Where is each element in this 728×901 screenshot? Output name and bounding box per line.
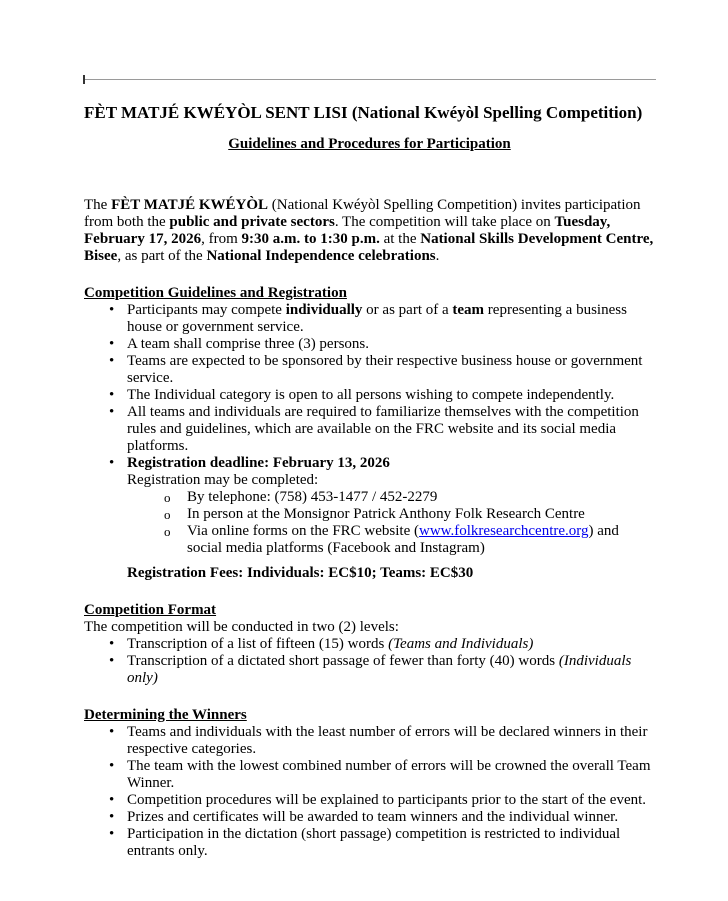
- text-segment: ) and social media platforms (Facebook and Instagram): [187, 523, 619, 556]
- text-segment: The team with the lowest combined number of errors will be crowned the overall Team Winner.: [127, 758, 651, 791]
- text-segment: . The competition will take place on: [334, 214, 555, 230]
- section-heading: Determining the Winners: [84, 707, 247, 723]
- bullet-item: [84, 758, 655, 792]
- text-segment: Transcription of a dictated short passage of fewer than forty (40) words: [127, 653, 559, 669]
- text-segment: individually: [285, 302, 363, 318]
- text-segment: Teams are expected to be sponsored by their respective business house or government service.: [127, 353, 643, 386]
- intro-paragraph: [84, 197, 655, 265]
- bullet-list: [84, 636, 655, 687]
- section: [84, 285, 655, 582]
- text-segment: public and private sectors: [169, 214, 335, 230]
- text-segment: A team shall comprise three (3) persons.: [127, 336, 370, 352]
- text-segment: (Teams and Individuals): [388, 636, 534, 652]
- text-segment: All teams and individuals are required to familiarize themselves with the competition rules and guidelines, which are available on the FRC website and its social media platforms.: [127, 404, 639, 454]
- bullet-item: [84, 792, 655, 809]
- registration-fees-line: [127, 565, 655, 582]
- bullet-item: [84, 809, 655, 826]
- text-segment: Participation in the dictation (short passage) competition is restricted to individual entrants only.: [127, 826, 621, 859]
- text-segment: (Individuals only): [127, 653, 632, 686]
- bullet-text: [127, 653, 655, 687]
- bullet-text: [127, 636, 655, 653]
- bullet-item: [84, 724, 655, 758]
- text-segment: Registration Fees: Individuals: EC$10; Teams: EC$30: [127, 565, 474, 581]
- text-segment: Teams and individuals with the least number of errors will be declared winners in their respective categories.: [127, 724, 648, 757]
- bullet-text: [127, 724, 655, 758]
- section-lead: The competition will be conducted in two (2) levels:: [84, 619, 399, 635]
- document-content: [84, 0, 655, 860]
- text-segment: National Independence celebrations: [206, 248, 436, 264]
- sub-bullet-item: [84, 506, 655, 523]
- text-segment: , as part of the: [117, 248, 207, 264]
- text-segment: (National Kwéyòl Spelling Competition) invites participation from both the: [84, 197, 641, 230]
- bullet-text: [127, 826, 655, 860]
- bullet-text: [127, 353, 655, 387]
- bullet-list: [84, 302, 655, 557]
- text-segment: .: [435, 248, 440, 264]
- bullet-text: [127, 792, 655, 809]
- text-segment: Transcription of a list of fifteen (15) words: [127, 636, 389, 652]
- frc-website-link[interactable]: www.folkresearchcentre.org: [419, 523, 589, 539]
- sub-bullet-list: [84, 489, 655, 557]
- sub-bullet-item: [84, 523, 655, 557]
- text-segment: Participants may compete: [127, 302, 286, 318]
- text-segment: By telephone: (758) 453-1477 / 452-2279: [187, 489, 438, 505]
- document-subtitle: Guidelines and Procedures for Participation: [228, 136, 511, 152]
- bullet-text: [127, 387, 655, 404]
- bullet-text: [127, 302, 655, 336]
- text-segment: The: [84, 197, 112, 213]
- bullet-list: [84, 724, 655, 860]
- bullet-item: [84, 404, 655, 455]
- text-segment: at the: [379, 231, 421, 247]
- text-segment: or as part of a: [362, 302, 453, 318]
- sub-bullet-item: [84, 489, 655, 506]
- bullet-item: [84, 826, 655, 860]
- bullet-item: [84, 387, 655, 404]
- text-segment: FÈT MATJÉ KWÉYÒL: [111, 197, 269, 213]
- section: [84, 707, 655, 860]
- bullet-item: [84, 302, 655, 336]
- section-heading: Competition Format: [84, 602, 217, 618]
- text-segment: The Individual category is open to all persons wishing to compete independently.: [127, 387, 615, 403]
- text-segment: , from: [201, 231, 242, 247]
- text-segment: Tuesday, February 17, 2026: [84, 214, 611, 247]
- section-heading: Competition Guidelines and Registration: [84, 285, 347, 301]
- bullet-item: [84, 455, 655, 557]
- bullet-text: [127, 404, 655, 455]
- bullet-text: [127, 455, 655, 472]
- bullet-item: [84, 653, 655, 687]
- text-segment: National Skills Development Centre, Bisee: [84, 231, 654, 264]
- text-segment: 9:30 a.m. to 1:30 p.m.: [241, 231, 380, 247]
- section: [84, 602, 655, 687]
- text-segment: representing a business house or government service.: [127, 302, 627, 335]
- text-segment: Via online forms on the FRC website (: [187, 523, 419, 539]
- text-segment: Prizes and certificates will be awarded to team winners and the individual winner.: [127, 809, 619, 825]
- bullet-item: [84, 336, 655, 353]
- text-segment: Registration deadline: February 13, 2026: [127, 455, 390, 471]
- bullet-item: [84, 353, 655, 387]
- text-segment: Competition procedures will be explained to participants prior to the start of the event.: [127, 792, 647, 808]
- bullet-subline: [127, 472, 655, 489]
- text-segment: Registration may be completed:: [127, 472, 319, 488]
- bullet-text: [127, 336, 655, 353]
- document-title: FÈT MATJÉ KWÉYÒL SENT LISI (National Kwéyòl Spelling Competition): [84, 103, 643, 122]
- text-segment: In person at the Monsignor Patrick Anthony Folk Research Centre: [187, 506, 585, 522]
- bullet-item: [84, 636, 655, 653]
- bullet-text: [127, 809, 655, 826]
- bullet-text: [127, 758, 655, 792]
- text-segment: team: [452, 302, 485, 318]
- sections: [84, 285, 655, 860]
